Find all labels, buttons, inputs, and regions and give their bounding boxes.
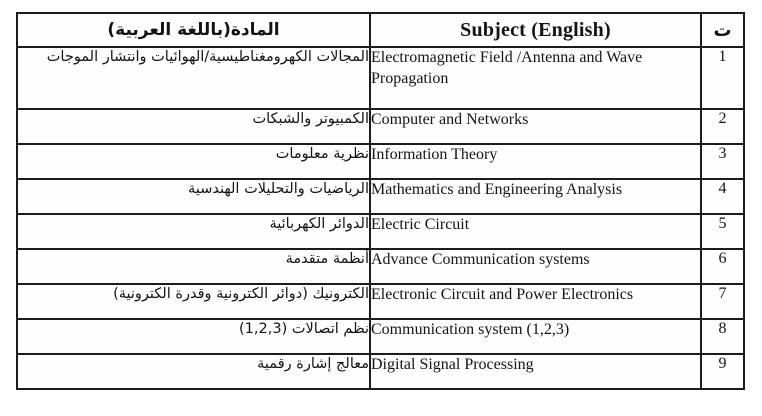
english-subject-cell: Communication system (1,2,3) — [370, 319, 701, 354]
table-row — [17, 109, 744, 144]
arabic-subject-cell: الدوائر الكهربائية — [17, 214, 370, 249]
arabic-subject-cell: الرياضيات والتحليلات الهندسية — [17, 179, 370, 214]
table-header-row — [17, 13, 744, 47]
row-number-cell: 6 — [701, 249, 744, 284]
arabic-subject-cell: نظرية معلومات — [17, 144, 370, 179]
row-number-cell: 4 — [701, 179, 744, 214]
english-subject-cell: Electronic Circuit and Power Electronics — [370, 284, 701, 319]
table-row — [17, 179, 744, 214]
arabic-subject-cell: معالج إشارة رقمية — [17, 354, 370, 389]
row-number-cell: 2 — [701, 109, 744, 144]
arabic-subject-cell: أنظمة متقدمة — [17, 249, 370, 284]
row-number-cell: 8 — [701, 319, 744, 354]
subjects-table — [16, 12, 745, 390]
table-row — [17, 354, 744, 389]
header-english-subject: Subject (English) — [370, 13, 701, 47]
table-row — [17, 47, 744, 109]
table-row — [17, 284, 744, 319]
table-row — [17, 319, 744, 354]
arabic-subject-cell: الكمبيوتر والشبكات — [17, 109, 370, 144]
english-subject-cell: Advance Communication systems — [370, 249, 701, 284]
row-number-cell: 1 — [701, 47, 744, 109]
header-arabic-subject: المادة(باللغة العربية) — [17, 13, 370, 47]
english-subject-cell: Computer and Networks — [370, 109, 701, 144]
row-number-cell: 3 — [701, 144, 744, 179]
english-subject-cell: Information Theory — [370, 144, 701, 179]
table-row — [17, 144, 744, 179]
english-subject-cell: Mathematics and Engineering Analysis — [370, 179, 701, 214]
table-row — [17, 249, 744, 284]
arabic-subject-cell: المجالات الكهرومغناطيسية/الهوائيات وانتشار الموجات — [17, 47, 370, 109]
row-number-cell: 7 — [701, 284, 744, 319]
header-row-number: ت — [701, 13, 744, 47]
row-number-cell: 5 — [701, 214, 744, 249]
table-row — [17, 214, 744, 249]
english-subject-cell: Electromagnetic Field /Antenna and Wave Propagation — [370, 47, 701, 109]
arabic-subject-cell: الكترونيك (دوائر الكترونية وقدرة الكترونية) — [17, 284, 370, 319]
english-subject-cell: Electric Circuit — [370, 214, 701, 249]
english-subject-cell: Digital Signal Processing — [370, 354, 701, 389]
row-number-cell: 9 — [701, 354, 744, 389]
arabic-subject-cell: نظم اتصالات (1,2,3) — [17, 319, 370, 354]
